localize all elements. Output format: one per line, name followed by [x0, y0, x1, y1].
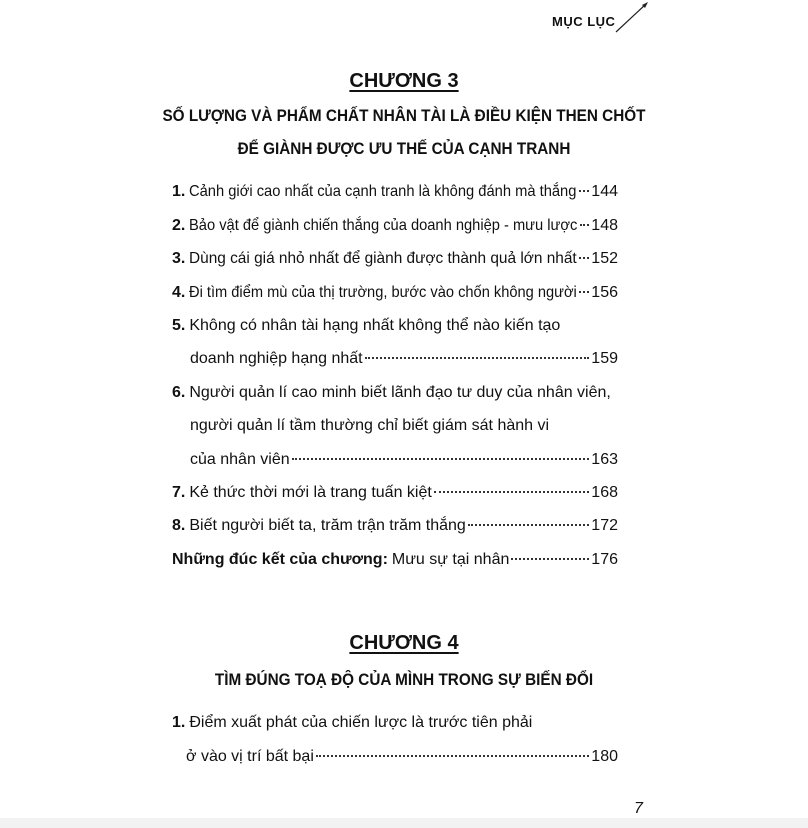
chapter-4-title: CHƯƠNG 4: [349, 632, 459, 654]
toc-entry-3-6-cont1[interactable]: người quản lí tầm thường chỉ biết giám sát hành vi: [190, 417, 550, 434]
page-ref: 168: [591, 484, 618, 501]
toc-entry-3-8[interactable]: 8. Biết người biết ta, trăm trận trăm thắng 172: [172, 514, 618, 538]
toc-entry-3-4[interactable]: 4. Đi tìm điểm mù của thị trường, bước vào chốn không người 156: [172, 281, 618, 305]
toc-entry-3-5-cont[interactable]: doanh nghiệp hạng nhất 159: [190, 347, 618, 371]
page-ref: 148: [591, 217, 618, 234]
dot-leader: [579, 291, 589, 293]
dot-leader: [292, 458, 590, 460]
page-number: 7: [634, 800, 643, 817]
toc-entry-3-6-cont2[interactable]: của nhân viên 163: [190, 448, 618, 472]
toc-entry-3-3[interactable]: 3. Dùng cái giá nhỏ nhất để giành được thành quả lớn nhất 152: [172, 247, 618, 271]
page-ref: 152: [591, 250, 618, 267]
toc-entry-3-summary[interactable]: Những đúc kết của chương: Mưu sự tại nhân 176: [172, 548, 618, 572]
dot-leader: [468, 524, 590, 526]
page-bottom-edge: [0, 818, 808, 828]
chapter-3-subtitle-line2: ĐỂ GIÀNH ĐƯỢC ƯU THẾ CỦA CẠNH TRANH: [237, 139, 571, 158]
chapter-3-subtitle-line1: SỐ LƯỢNG VÀ PHẨM CHẤT NHÂN TÀI LÀ ĐIỀU KIỆN THEN CHỐT: [162, 106, 646, 125]
dot-leader: [316, 755, 589, 757]
toc-entry-3-7[interactable]: 7. Kẻ thức thời mới là trang tuấn kiệt 168: [172, 481, 618, 505]
toc-entry-3-2[interactable]: 2. Bảo vật để giành chiến thắng của doanh nghiệp - mưu lược 148: [172, 214, 618, 238]
toc-entry-4-1[interactable]: 1. Điểm xuất phát của chiến lược là trước tiên phải: [172, 714, 533, 731]
running-header: MỤC LỤC: [552, 14, 616, 29]
page-ref: 172: [591, 517, 618, 534]
dot-leader: [579, 257, 589, 259]
page-ref: 159: [591, 350, 618, 367]
toc-entry-4-1-cont[interactable]: ở vào vị trí bất bại 180: [186, 745, 618, 769]
dot-leader: [434, 491, 589, 493]
page-ref: 156: [591, 284, 618, 301]
page-ref: 144: [591, 183, 618, 200]
page-ref: 163: [591, 451, 618, 468]
arrow-icon: [612, 0, 652, 36]
toc-entry-3-5[interactable]: 5. Không có nhân tài hạng nhất không thể nào kiến tạo: [172, 317, 561, 334]
toc-entry-3-6[interactable]: 6. Người quản lí cao minh biết lãnh đạo tư duy của nhân viên,: [172, 384, 611, 401]
chapter-4-subtitle: TÌM ĐÚNG TOẠ ĐỘ CỦA MÌNH TRONG SỰ BIẾN ĐỔI: [214, 670, 594, 689]
dot-leader: [365, 357, 590, 359]
toc-entry-3-1[interactable]: 1. Cảnh giới cao nhất của cạnh tranh là không đánh mà thắng 144: [172, 180, 618, 204]
dot-leader: [580, 224, 590, 226]
page-ref: 180: [591, 748, 618, 765]
dot-leader: [511, 558, 589, 560]
chapter-3-title: CHƯƠNG 3: [349, 70, 459, 92]
dot-leader: [579, 190, 590, 192]
page-ref: 176: [591, 551, 618, 568]
